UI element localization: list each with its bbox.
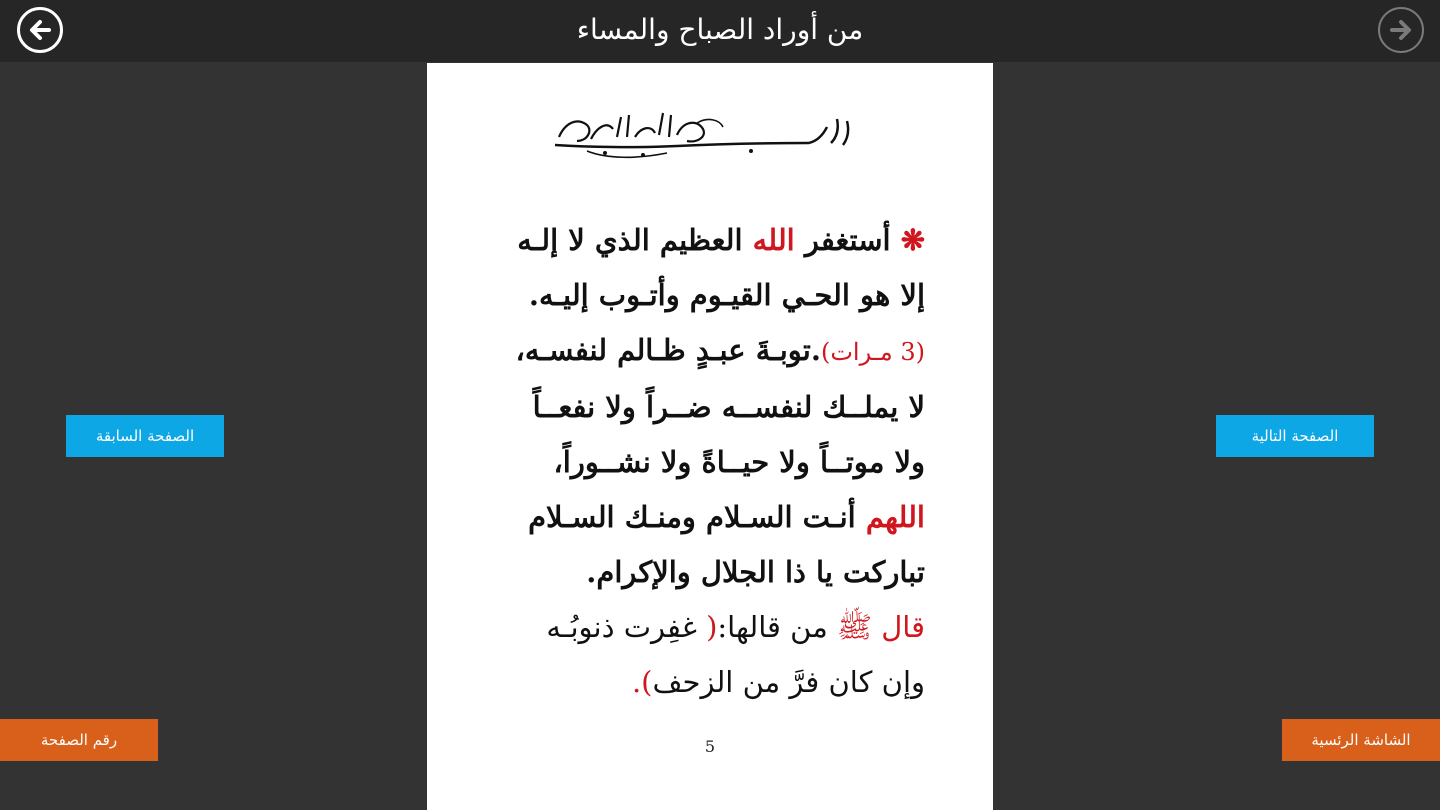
page-number: 5 [704, 737, 716, 756]
supplication-text [495, 213, 925, 710]
text-fragment: .توبـةَ عبـدٍ ظـالم لنفسـه، [515, 333, 821, 367]
star-marker: ❋ [900, 223, 925, 257]
red-text: قال ﷺ [836, 610, 925, 644]
text-line: لا يملــك لنفســه ضــراً ولا نفعــاً [532, 390, 925, 424]
text-line [495, 490, 925, 545]
text-line: ولا موتــاً ولا حيــاةً ولا نشــوراً، [553, 445, 925, 479]
book-page [427, 63, 993, 810]
bismillah-calligraphy-icon [547, 107, 857, 163]
text-fragment: العظيم الذي لا إلـه [517, 223, 753, 257]
red-text: الله [752, 223, 795, 257]
home-screen-button[interactable]: الشاشة الرئسية [1282, 719, 1440, 761]
text-fragment: غفِرت ذنوبُـه [546, 610, 707, 644]
text-line: إلا هو الحـي القيـوم وأتـوب إليـه. [528, 278, 925, 312]
page-number-button[interactable]: رقم الصفحة [0, 719, 158, 761]
text-fragment: من قالها: [717, 610, 837, 644]
text-line [495, 655, 925, 710]
text-fragment: أستغفر [794, 223, 901, 257]
arrow-left-circle-icon [27, 17, 53, 43]
red-text: اللهم [865, 500, 925, 534]
text-fragment: وإن كان فرَّ من الزحف [652, 665, 925, 699]
page-title: من أوراد الصباح والمساء [576, 13, 864, 46]
text-line [495, 600, 925, 655]
red-text: ( [706, 610, 718, 644]
arrow-right-circle-icon [1388, 17, 1414, 43]
forward-button[interactable] [1378, 7, 1424, 53]
text-line [495, 213, 925, 268]
text-line [495, 323, 925, 380]
red-text: ). [631, 665, 653, 699]
previous-page-button[interactable]: الصفحة السابقة [66, 415, 224, 457]
text-fragment: أنـت السـلام ومنـك السـلام [528, 500, 866, 534]
red-text: (3 مـرات) [820, 338, 925, 366]
next-page-button[interactable]: الصفحة التالية [1216, 415, 1374, 457]
back-button[interactable] [17, 7, 63, 53]
text-line: تباركت يا ذا الجلال والإكرام. [586, 555, 925, 589]
